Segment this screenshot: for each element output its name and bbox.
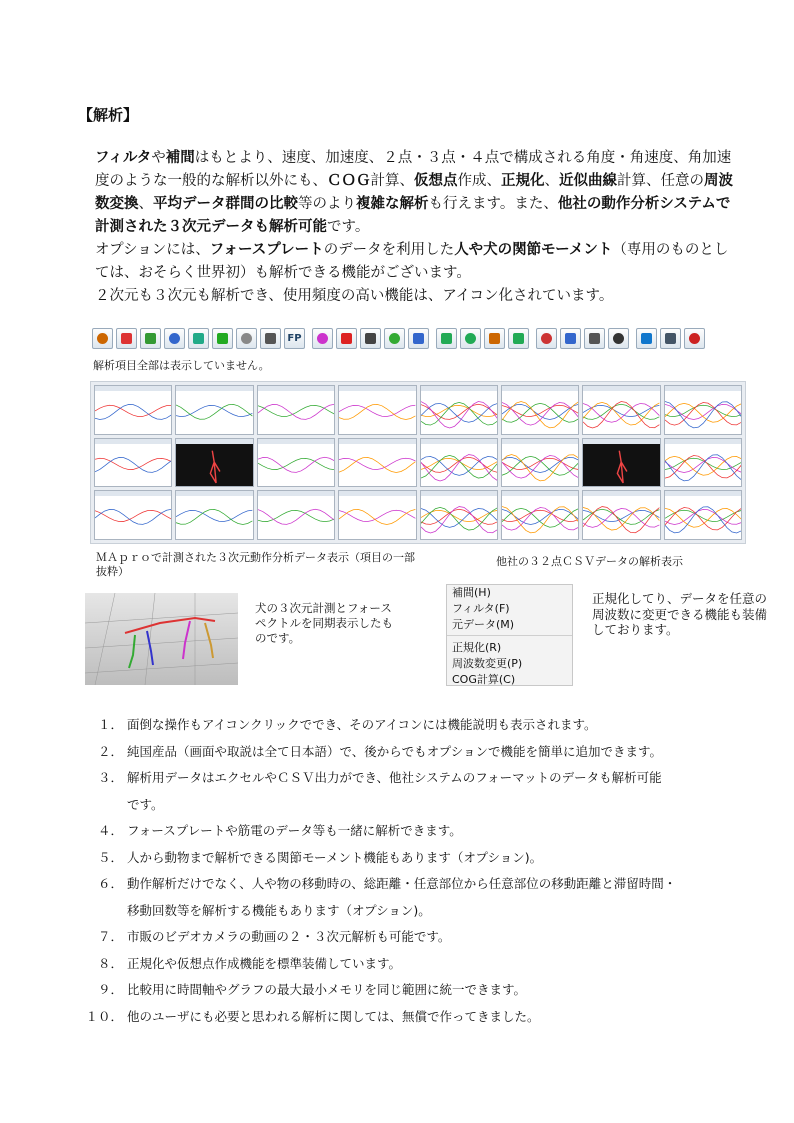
screenshot-window	[501, 385, 579, 435]
accel-icon[interactable]	[408, 328, 429, 349]
screenshot-window	[420, 385, 498, 435]
feature-number: ９．	[97, 982, 123, 997]
intro-run: 人や犬の関節モーメント	[454, 242, 613, 258]
menu-item[interactable]: 補間(H)	[452, 586, 491, 599]
intro-run: はもとより、速度、加速度、２点・３点・４点で構成される角度・角速度、角加速度のような一般的な解析以外にも、	[95, 150, 732, 189]
intro-run: 周波数変換	[95, 173, 733, 212]
feature-number: ８．	[97, 955, 123, 971]
csv-icon-glyph	[217, 333, 228, 344]
menu-item[interactable]: 正規化(R)	[452, 641, 502, 654]
feature-number: １．	[97, 717, 123, 732]
play-icon[interactable]	[636, 328, 657, 349]
feature-text: 他のユーザにも必要と思われる解析に関しては、無償で作ってきました。	[127, 1008, 540, 1024]
feature-number: ４．	[97, 823, 123, 838]
feature-number	[83, 898, 127, 925]
feature-text: 動作解析だけでなく、人や物の移動時の、総距離・任意部位から任意部位の移動距離と滞留時間・	[127, 876, 677, 891]
dog-3d-image	[85, 593, 238, 685]
table-icon-glyph	[169, 333, 180, 344]
csv-icon[interactable]	[212, 328, 233, 349]
intro-run: オプションには、	[95, 242, 210, 258]
screenshot-window	[94, 490, 172, 540]
intro-run: 、	[138, 196, 153, 212]
2d-icon[interactable]	[116, 328, 137, 349]
menu-divider	[447, 635, 572, 636]
feature-text: 移動回数等を解析する機能もあります（オプション)。	[127, 902, 431, 918]
feature-number: ７．	[97, 929, 123, 944]
intro-run: 近似曲線	[559, 173, 617, 189]
points-icon[interactable]	[312, 328, 333, 349]
feature-text: 純国産品（画面や取説は全て日本語）で、後からでもオプションで機能を簡単に追加できます。	[127, 743, 663, 759]
feature-item	[83, 818, 743, 845]
screenshot-window	[582, 438, 660, 488]
screenshot-window	[664, 385, 742, 435]
intro-run: ＣＯＧ	[327, 173, 371, 189]
intro-run: 補間	[165, 150, 195, 166]
feature-item	[83, 765, 743, 792]
window-add-icon[interactable]	[660, 328, 681, 349]
feature-number	[83, 792, 127, 819]
feature-item	[83, 739, 743, 766]
feature-list	[83, 712, 743, 1030]
velocity-icon[interactable]	[384, 328, 405, 349]
angle-icon[interactable]	[336, 328, 357, 349]
curve-icon-glyph	[365, 333, 376, 344]
intro-run: フィルタ	[95, 150, 152, 166]
screenshot-window	[664, 490, 742, 540]
export-icon-glyph	[241, 333, 252, 344]
intro-run: も行えます。また、	[428, 196, 558, 212]
angle-icon-glyph	[341, 333, 352, 344]
feature-item	[83, 792, 743, 819]
screenshot-window	[582, 385, 660, 435]
interp-icon[interactable]	[484, 328, 505, 349]
intro-run: です。	[327, 219, 370, 235]
intro-paragraph-3: ２次元も３次元も解析でき、使用頻度の高い機能は、アイコン化されています。	[95, 288, 614, 304]
tools-icon-glyph	[689, 333, 700, 344]
tools-icon[interactable]	[684, 328, 705, 349]
menu-item[interactable]: フィルタ(F)	[452, 602, 510, 615]
screenshot-window	[257, 490, 335, 540]
open-file-icon[interactable]	[92, 328, 113, 349]
screenshot-window	[94, 385, 172, 435]
filter-icon[interactable]	[436, 328, 457, 349]
wave-icon-glyph	[541, 333, 552, 344]
screenshot-window	[664, 438, 742, 488]
screenshot-window	[257, 438, 335, 488]
bracket-icon[interactable]	[508, 328, 529, 349]
bracket-icon-glyph	[513, 333, 524, 344]
wave-icon[interactable]	[536, 328, 557, 349]
page-heading: 【解析】	[78, 106, 139, 124]
analysis-menu	[446, 584, 573, 686]
intro-run: 仮想点	[414, 173, 458, 189]
screenshot-window	[338, 385, 416, 435]
feature-item	[83, 871, 743, 898]
3d-icon[interactable]	[140, 328, 161, 349]
analysis-screenshots	[90, 381, 746, 544]
normalize-caption: 正規化してり、データを任意の周波数に変更できる機能も装備しております。	[592, 591, 768, 637]
intro-run: のデータを利用した	[323, 242, 455, 258]
points-icon-glyph	[317, 333, 328, 344]
feature-text: 人から動物まで解析できる関節モーメント機能もあります（オプション)。	[127, 849, 543, 865]
feature-item	[83, 712, 743, 739]
3d-icon-glyph	[145, 333, 156, 344]
screenshot-window	[501, 490, 579, 540]
intro-text	[95, 147, 735, 308]
save-icon-glyph	[265, 333, 276, 344]
screenshot-window	[175, 385, 253, 435]
intro-paragraph-2	[95, 239, 735, 285]
feature-item	[83, 845, 743, 872]
fp-icon[interactable]: FP	[284, 328, 305, 349]
feature-text: フォースプレートや筋電のデータ等も一緒に解析できます。	[127, 823, 462, 838]
intro-run: 正規化	[501, 173, 545, 189]
intro-run: や	[151, 150, 166, 166]
screenshot-window	[420, 438, 498, 488]
chart-icon[interactable]	[188, 328, 209, 349]
chart-icon-glyph	[193, 333, 204, 344]
feature-number: １０．	[85, 1008, 123, 1024]
intro-run: 計算、	[370, 173, 414, 189]
play-icon-glyph	[641, 333, 652, 344]
screenshot-window	[582, 490, 660, 540]
screenshot-window	[338, 490, 416, 540]
2d-icon-glyph	[121, 333, 132, 344]
trend-icon[interactable]	[560, 328, 581, 349]
dog-caption: 犬の３次元計測とフォースペクトルを同期表示したものです。	[255, 601, 393, 645]
feature-item	[83, 924, 743, 951]
intro-run: 他社の動作分析システムで計測された３次元データも解析可能	[95, 196, 731, 235]
feature-text: です。	[127, 796, 164, 812]
feature-text: 解析用データはエクセルやＣＳＶ出力ができ、他社システムのフォーマットのデータも解析可能	[127, 770, 662, 785]
feature-item	[83, 898, 743, 925]
screenshot-window	[501, 438, 579, 488]
table-icon[interactable]	[164, 328, 185, 349]
screenshot-window	[94, 438, 172, 488]
menu-item[interactable]: 元データ(M)	[452, 618, 515, 631]
intro-run: 計算、任意の	[617, 173, 704, 189]
normal-curve-icon[interactable]	[584, 328, 605, 349]
feature-number: ６．	[97, 876, 123, 891]
curve-icon[interactable]	[360, 328, 381, 349]
menu-item[interactable]: 周波数変更(P)	[452, 657, 523, 670]
intro-run: 平均データ群間の比較	[153, 196, 298, 212]
screenshot-window	[175, 438, 253, 488]
export-icon[interactable]	[236, 328, 257, 349]
intro-run: フォースプレート	[209, 242, 324, 258]
screenshot-window	[420, 490, 498, 540]
filter-icon-glyph	[441, 333, 452, 344]
smooth-icon-glyph	[465, 333, 476, 344]
feature-number: ３．	[97, 770, 123, 785]
feature-number: ２．	[97, 743, 123, 759]
intro-run: 等のより	[298, 196, 356, 212]
accel-icon-glyph	[413, 333, 424, 344]
velocity-icon-glyph	[389, 333, 400, 344]
feature-item	[83, 951, 743, 978]
feature-text: 正規化や仮想点作成機能を標準装備しています。	[127, 955, 402, 971]
normal-curve-icon-glyph	[589, 333, 600, 344]
smooth-icon[interactable]	[460, 328, 481, 349]
intro-run: 作成、	[457, 173, 501, 189]
feature-item	[83, 1004, 743, 1031]
caption-csv-32pt: 他社の３２点ＣＳＶデータの解析表示	[496, 555, 683, 568]
feature-text: 比較用に時間軸やグラフの最大最小メモリを同じ範囲に統一できます。	[127, 982, 527, 997]
intro-paragraph-1	[95, 147, 735, 239]
intro-run: 複雑な解析	[356, 196, 429, 212]
interp-icon-glyph	[489, 333, 500, 344]
bell-icon-glyph	[613, 333, 624, 344]
feature-item	[83, 977, 743, 1004]
analysis-toolbar	[92, 326, 732, 350]
feature-number: ５．	[97, 849, 123, 865]
intro-run: 、	[544, 173, 559, 189]
caption-mapro-3d: ＭＡｐｒｏで計測された３次元動作分析データ表示（項目の一部抜粋）	[96, 551, 415, 578]
toolbar-note: 解析項目全部は表示していません。	[93, 359, 270, 372]
window-add-icon-glyph	[665, 333, 676, 344]
intro-run: （専用のものとしては、おそらく世界初）も解析できる機能がございます。	[95, 242, 729, 281]
bell-icon[interactable]	[608, 328, 629, 349]
screenshot-window	[175, 490, 253, 540]
trend-icon-glyph	[565, 333, 576, 344]
open-file-icon-glyph	[97, 333, 108, 344]
menu-item[interactable]: COG計算(C)	[452, 673, 516, 686]
save-icon[interactable]	[260, 328, 281, 349]
screenshot-window	[338, 438, 416, 488]
feature-text: 市販のビデオカメラの動画の２・３次元解析も可能です。	[127, 929, 451, 944]
feature-text: 面倒な操作もアイコンクリックででき、そのアイコンには機能説明も表示されます。	[127, 717, 597, 732]
screenshot-window	[257, 385, 335, 435]
